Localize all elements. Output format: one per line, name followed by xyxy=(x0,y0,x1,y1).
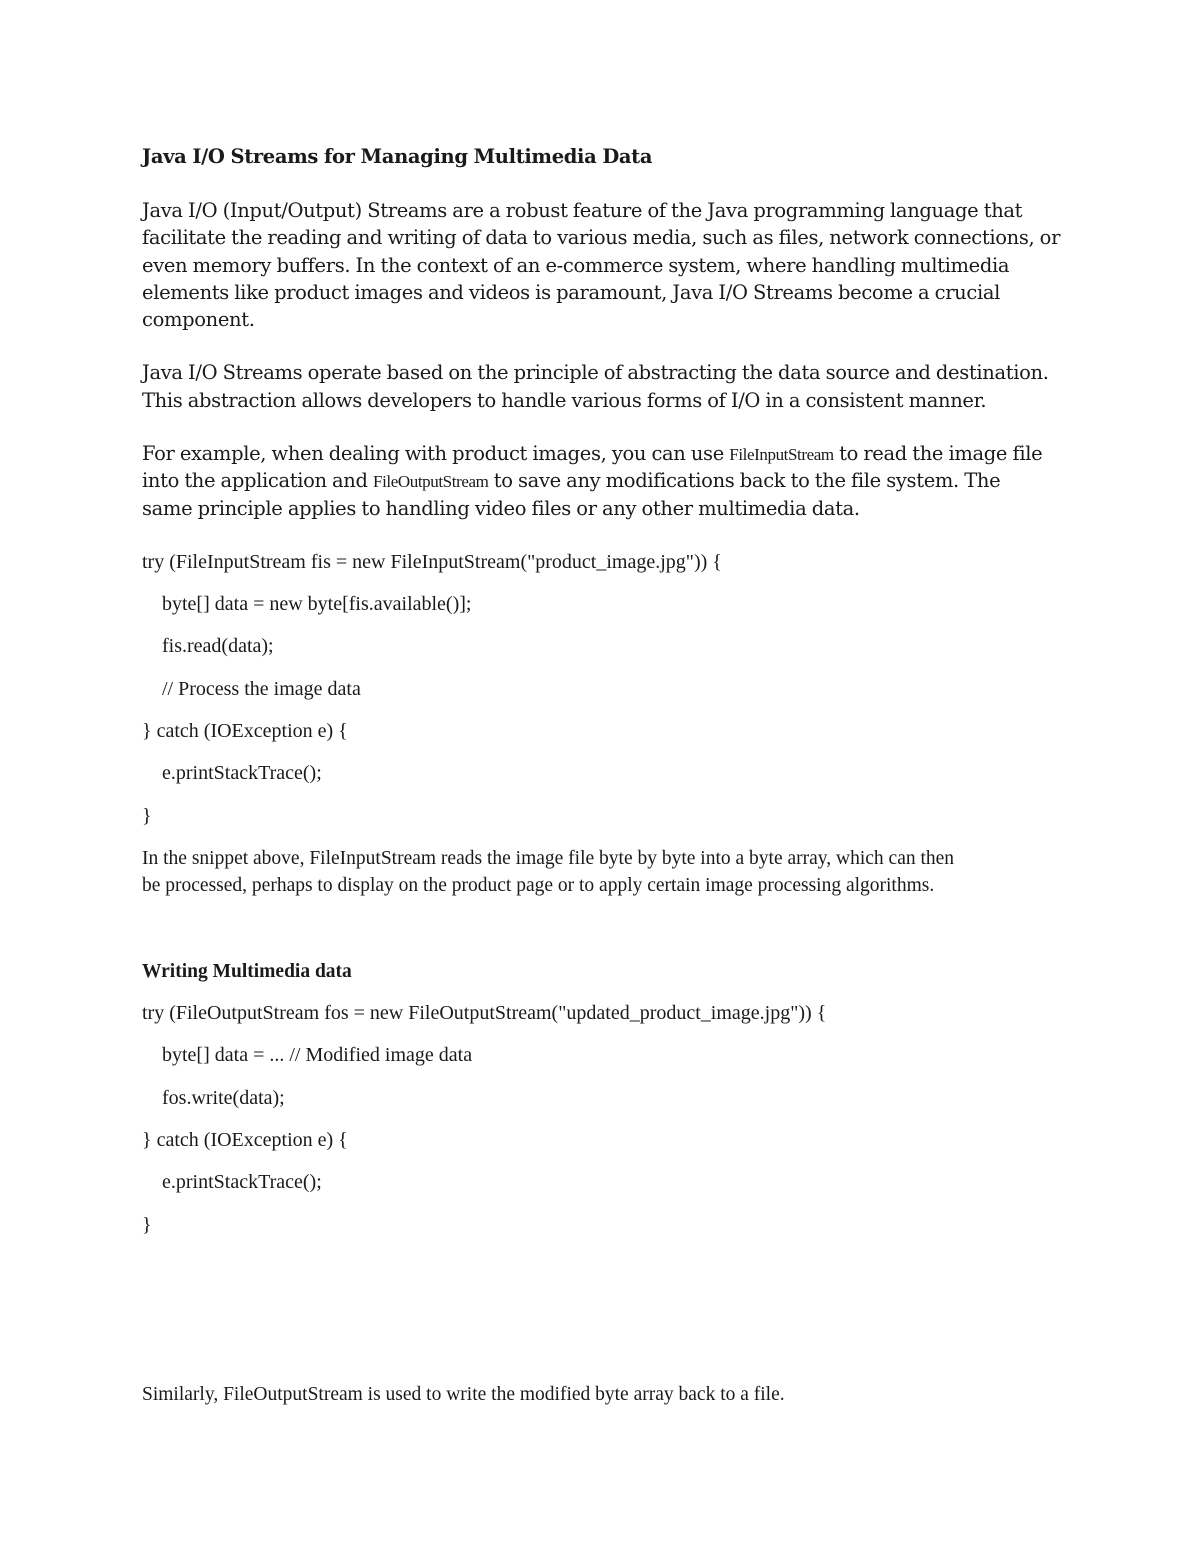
para4-line-1: In the snippet above, FileInputStream reads the image file byte by byte into a byte array, which can then xyxy=(142,848,955,869)
para3-line-1 xyxy=(142,440,1042,468)
code2-line-6: } xyxy=(142,1214,152,1236)
para3-line-3: same principle applies to handling video files or any other multimedia data. xyxy=(142,497,860,520)
code1-line-1: try (FileInputStream fis = new FileInputStream("product_image.jpg")) { xyxy=(142,551,722,573)
para1-line-2: facilitate the reading and writing of data to various media, such as files, network connections, or xyxy=(142,226,1061,249)
para5: Similarly, FileOutputStream is used to write the modified byte array back to a file. xyxy=(142,1384,785,1405)
para2-line-1: Java I/O Streams operate based on the principle of abstracting the data source and destination. xyxy=(142,361,1049,384)
inline-code-fileoutputstream: FileOutputStream xyxy=(373,472,489,491)
para1-line-4: elements like product images and videos is paramount, Java I/O Streams become a crucial xyxy=(142,281,1000,304)
code1-line-2: byte[] data = new byte[fis.available()]; xyxy=(162,593,472,615)
code2-line-2: byte[] data = ... // Modified image data xyxy=(162,1044,473,1066)
code1-line-5: } catch (IOException e) { xyxy=(142,720,348,742)
para1-line-5: component. xyxy=(142,308,255,331)
code2-line-4: } catch (IOException e) { xyxy=(142,1129,348,1151)
para2-line-2: This abstraction allows developers to handle various forms of I/O in a consistent manner. xyxy=(142,389,987,412)
code1-line-7: } xyxy=(142,805,152,827)
code2-line-3: fos.write(data); xyxy=(162,1087,285,1109)
code1-line-4: // Process the image data xyxy=(162,678,361,700)
para1-line-3: even memory buffers. In the context of an e-commerce system, where handling multimedia xyxy=(142,254,1010,277)
code1-line-3: fis.read(data); xyxy=(162,635,274,657)
code2-line-1: try (FileOutputStream fos = new FileOutputStream("updated_product_image.jpg")) { xyxy=(142,1002,827,1024)
para3-line-1-post: to read the image file xyxy=(833,442,1043,465)
section-heading-writing: Writing Multimedia data xyxy=(142,961,352,982)
para3-line-2-post: to save any modifications back to the file system. The xyxy=(488,469,1001,492)
code1-line-6: e.printStackTrace(); xyxy=(162,762,322,784)
para3-line-2 xyxy=(142,467,1000,495)
code2-line-5: e.printStackTrace(); xyxy=(162,1171,322,1193)
para1-line-1: Java I/O (Input/Output) Streams are a robust feature of the Java programming language that xyxy=(142,199,1023,222)
para3-line-1-pre: For example, when dealing with product images, you can use xyxy=(142,442,730,465)
para4-line-2: be processed, perhaps to display on the product page or to apply certain image processing algorithms. xyxy=(142,875,935,896)
inline-code-fileinputstream: FileInputStream xyxy=(729,445,834,464)
para3-line-2-pre: into the application and xyxy=(142,469,374,492)
document-title: Java I/O Streams for Managing Multimedia Data xyxy=(142,145,653,168)
